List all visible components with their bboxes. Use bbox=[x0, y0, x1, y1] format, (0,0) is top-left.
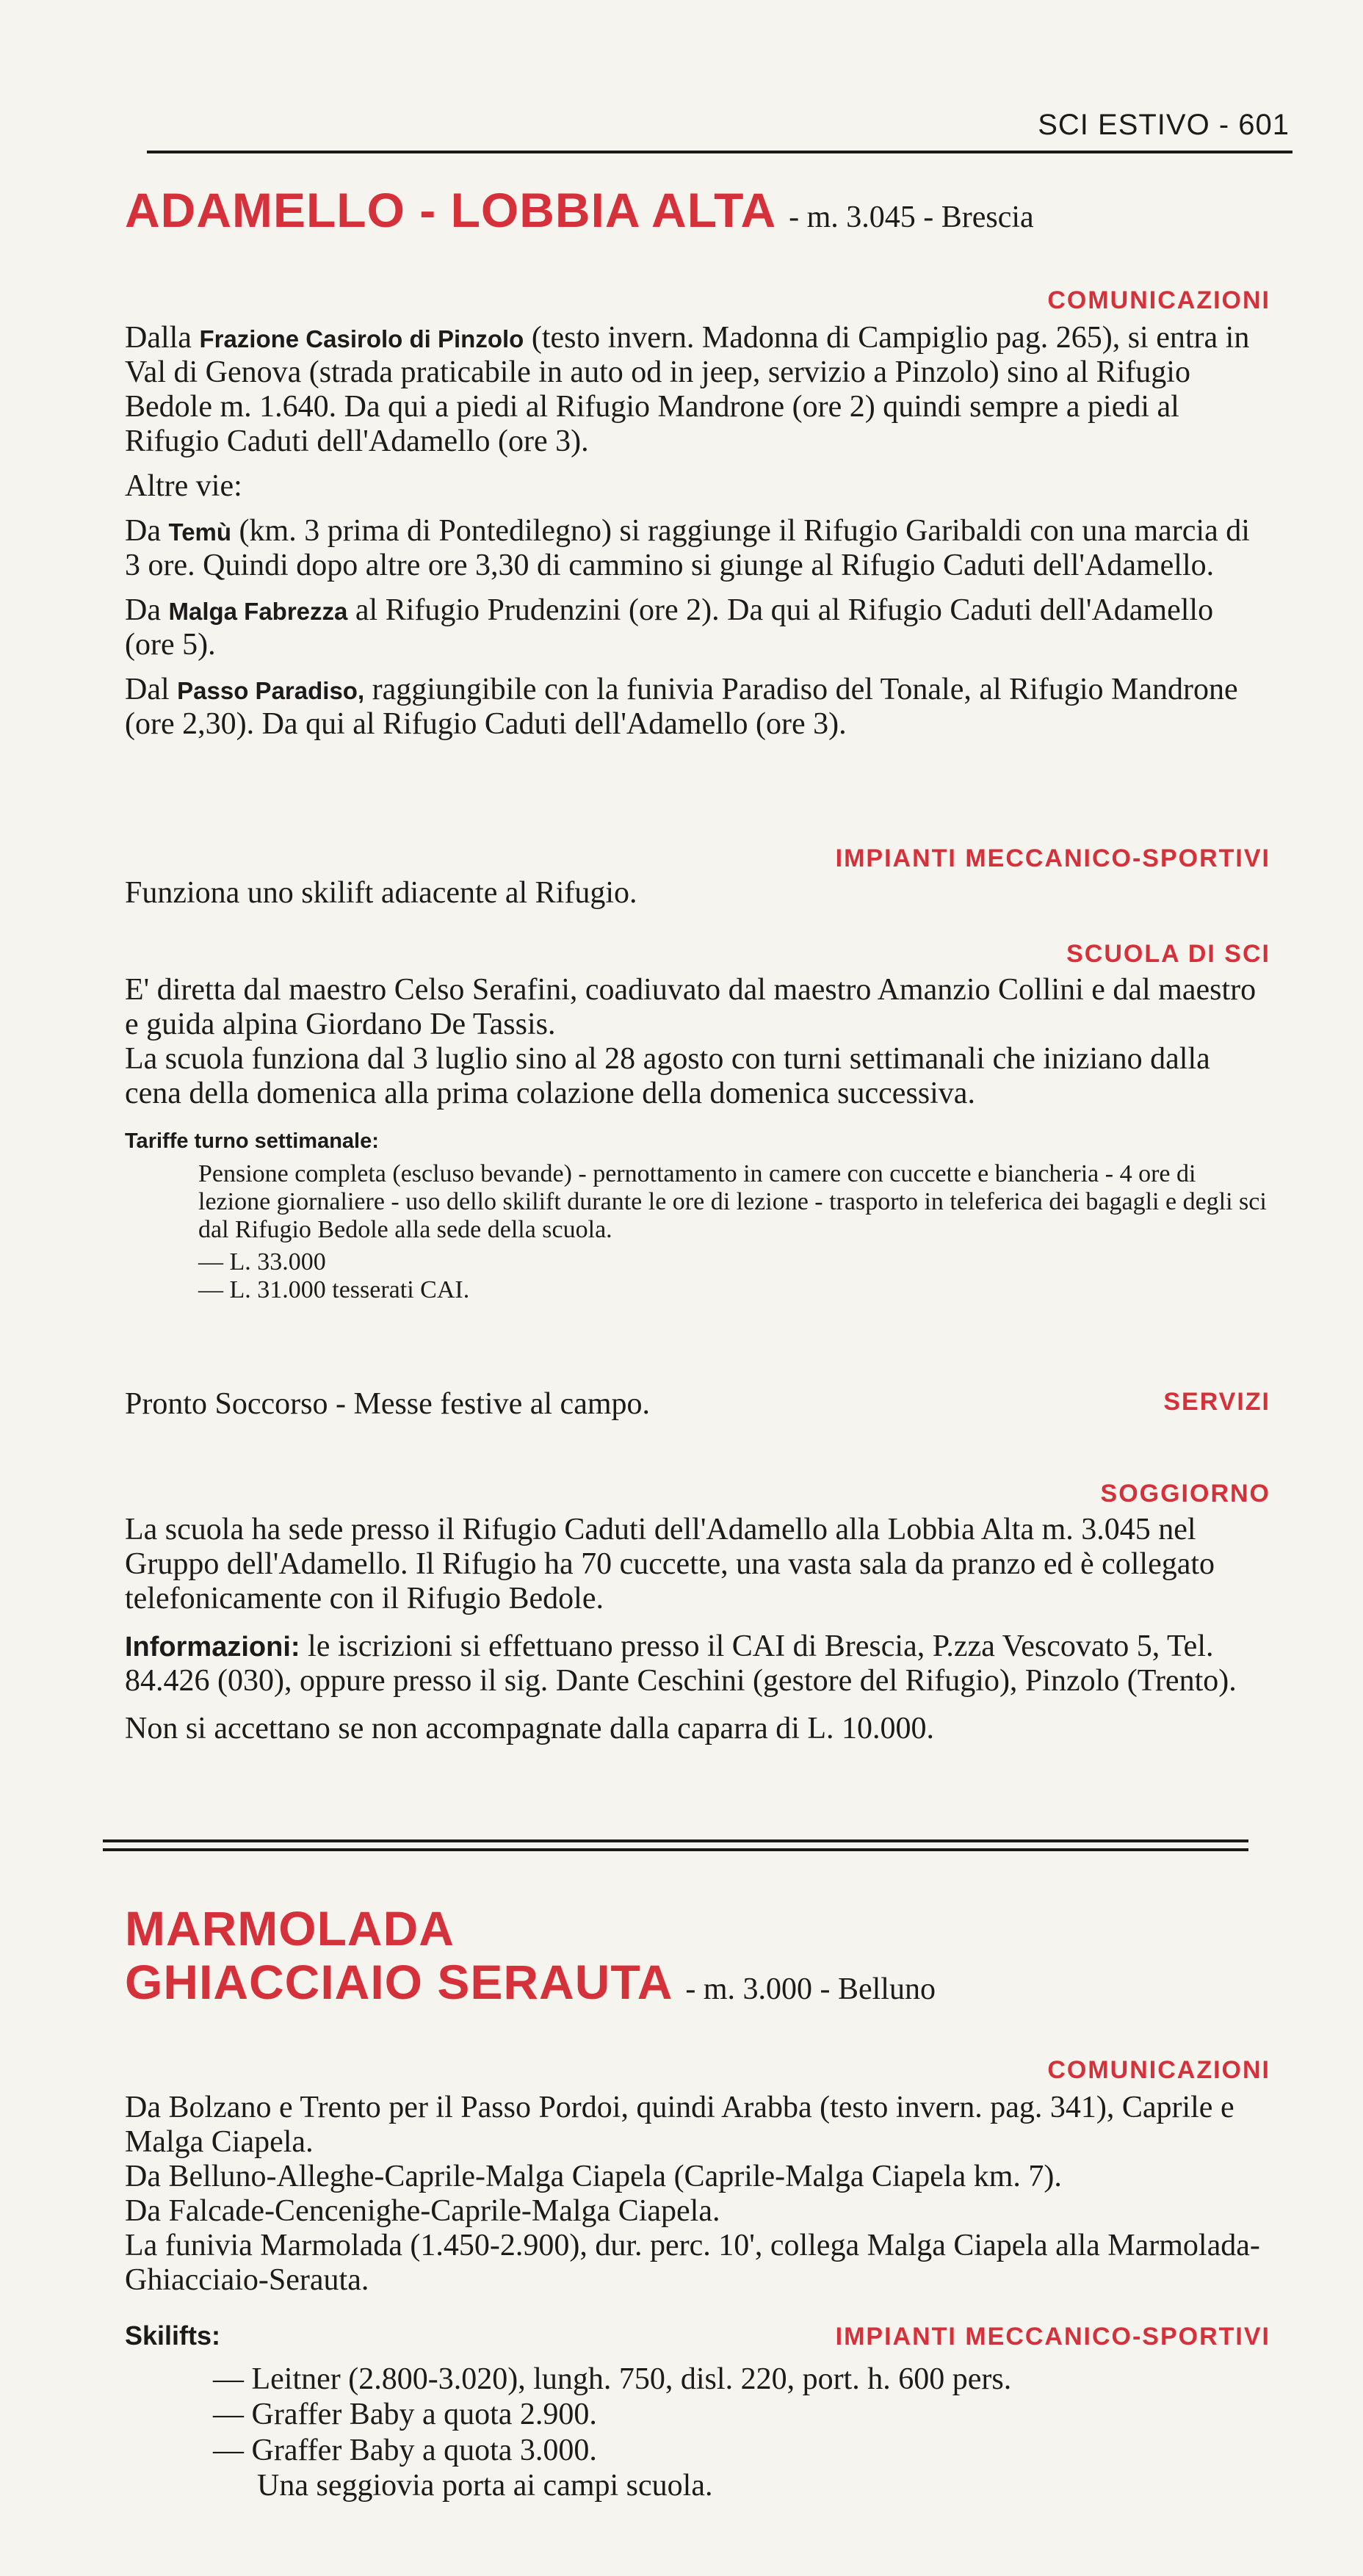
header-rule bbox=[147, 151, 1292, 153]
adamello-scuola bbox=[125, 940, 1270, 1305]
section-divider bbox=[103, 1839, 1248, 1857]
skilifts-label: Skilifts: bbox=[125, 2320, 221, 2351]
paragraph: Da Falcade-Cencenighe-Caprile-Malga Ciapela. bbox=[125, 2194, 720, 2229]
paragraph: Da Belluno-Alleghe-Caprile-Malga Ciapela (Caprile-Malga Ciapela km. 7). bbox=[125, 2160, 1062, 2194]
price-item: — L. 31.000 tesserati CAI. bbox=[198, 1276, 470, 1304]
paragraph: Dal Passo Paradiso, raggiungibile con la funivia Paradiso del Tonale, al Rifugio Mandrone (ore 2,30). Da qui al Rifugio Caduti dell'Adamello (ore 3). bbox=[125, 673, 1238, 742]
paragraph: La funivia Marmolada (1.450-2.900), dur. perc. 10', collega Malga Ciapela alla Marmolada-Ghiacciaio-Serauta. bbox=[125, 2229, 1260, 2298]
marmolada-title-block bbox=[125, 1902, 1270, 2008]
section-heading: SOGGIORNO bbox=[1100, 1480, 1270, 1508]
section-heading: SERVIZI bbox=[1163, 1388, 1270, 1416]
paragraph: Non si accettano se non accompagnate dalla caparra di L. 10.000. bbox=[125, 1712, 935, 1746]
section-heading: COMUNICAZIONI bbox=[1047, 286, 1270, 314]
adamello-impianti bbox=[125, 844, 1270, 911]
skilift-list bbox=[125, 2362, 1270, 2503]
list-note: Una seggiovia porta ai campi scuola. bbox=[257, 2468, 713, 2503]
paragraph: Altre vie: bbox=[125, 469, 242, 504]
list-item: — Graffer Baby a quota 3.000. bbox=[213, 2433, 597, 2467]
marmolada-comunicazioni bbox=[125, 2056, 1270, 2298]
section-heading: COMUNICAZIONI bbox=[1047, 2056, 1270, 2084]
paragraph: Da Malga Fabrezza al Rifugio Prudenzini (ore 2). Da qui al Rifugio Caduti dell'Adamello (ore 5). bbox=[125, 593, 1214, 662]
adamello-title-block bbox=[125, 184, 1270, 237]
section-heading: SCUOLA DI SCI bbox=[1066, 940, 1270, 968]
marmolada-impianti bbox=[125, 2320, 1270, 2503]
tariffe-label: Tariffe turno settimanale: bbox=[125, 1129, 379, 1154]
adamello-servizi bbox=[125, 1388, 1270, 1422]
paragraph: Da Bolzano e Trento per il Passo Pordoi, quindi Arabba (testo invern. pag. 341), Caprile e Malga Ciapela. bbox=[125, 2091, 1234, 2160]
paragraph: Informazioni: le iscrizioni si effettuano presso il CAI di Brescia, P.zza Vescovato 5, Tel. 84.426 (030), oppure presso il sig. Dante Ceschini (gestore del Rifugio), Pinzolo (Trento). bbox=[125, 1629, 1237, 1698]
section-heading: IMPIANTI MECCANICO-SPORTIVI bbox=[835, 2323, 1270, 2351]
adamello-title: ADAMELLO - LOBBIA ALTA - m. 3.045 - Brescia bbox=[125, 183, 1034, 237]
marmolada-title-line2: GHIACCIAIO SERAUTA - m. 3.000 - Belluno bbox=[125, 1954, 936, 2009]
tariffe-text: Pensione completa (escluso bevande) - pernottamento in camere con cuccette e biancheria - 4 ore di lezione giornaliere - uso dello skilift durante le ore di lezione - trasporto in teleferica dei bagagli e degli sci dal Rifugio Bedole alla sede della scuola. bbox=[198, 1160, 1267, 1244]
paragraph: La scuola ha sede presso il Rifugio Caduti dell'Adamello alla Lobbia Alta m. 3.045 nel Gruppo dell'Adamello. Il Rifugio ha 70 cuccette, una vasta sala da pranzo ed è collegato telefonicamente con il Rifugio Bedole. bbox=[125, 1513, 1215, 1616]
impianti-row bbox=[125, 2320, 1270, 2351]
list-item: — Graffer Baby a quota 2.900. bbox=[213, 2398, 597, 2432]
list-item: — Leitner (2.800-3.020), lungh. 750, disl. 220, port. h. 600 pers. bbox=[213, 2362, 1012, 2396]
adamello-comunicazioni bbox=[125, 286, 1270, 742]
paragraph: Dalla Frazione Casirolo di Pinzolo (testo invern. Madonna di Campiglio pag. 265), si entra in Val di Genova (strada praticabile in auto od in jeep, servizio a Pinzolo) sino al Rifugio Bedole m. 1.640. Da qui a piedi al Rifugio Mandrone (ore 2) quindi sempre a piedi al Rifugio Caduti dell'Adamello (ore 3). bbox=[125, 321, 1250, 459]
marmolada-title: MARMOLADA bbox=[125, 1901, 455, 1955]
paragraph: E' diretta dal maestro Celso Serafini, coadiuvato dal maestro Amanzio Collini e dal maestro e guida alpina Giordano De Tassis. bbox=[125, 973, 1257, 1042]
adamello-soggiorno bbox=[125, 1480, 1270, 1746]
paragraph: Funziona uno skilift adiacente al Rifugio. bbox=[125, 876, 637, 910]
paragraph: Da Temù (km. 3 prima di Pontedilegno) si raggiunge il Rifugio Garibaldi con una marcia di 3 ore. Quindi dopo altre ore 3,30 di cammino si giunge al Rifugio Caduti dell'Adamello. bbox=[125, 514, 1250, 583]
paragraph: Pronto Soccorso - Messe festive al campo. bbox=[125, 1387, 651, 1421]
page-header: SCI ESTIVO - 601 bbox=[1038, 109, 1290, 141]
section-heading: IMPIANTI MECCANICO-SPORTIVI bbox=[835, 844, 1270, 872]
price-item: — L. 33.000 bbox=[198, 1248, 326, 1276]
paragraph: La scuola funziona dal 3 luglio sino al 28 agosto con turni settimanali che iniziano dalla cena della domenica alla prima colazione della domenica successiva. bbox=[125, 1042, 1210, 1111]
